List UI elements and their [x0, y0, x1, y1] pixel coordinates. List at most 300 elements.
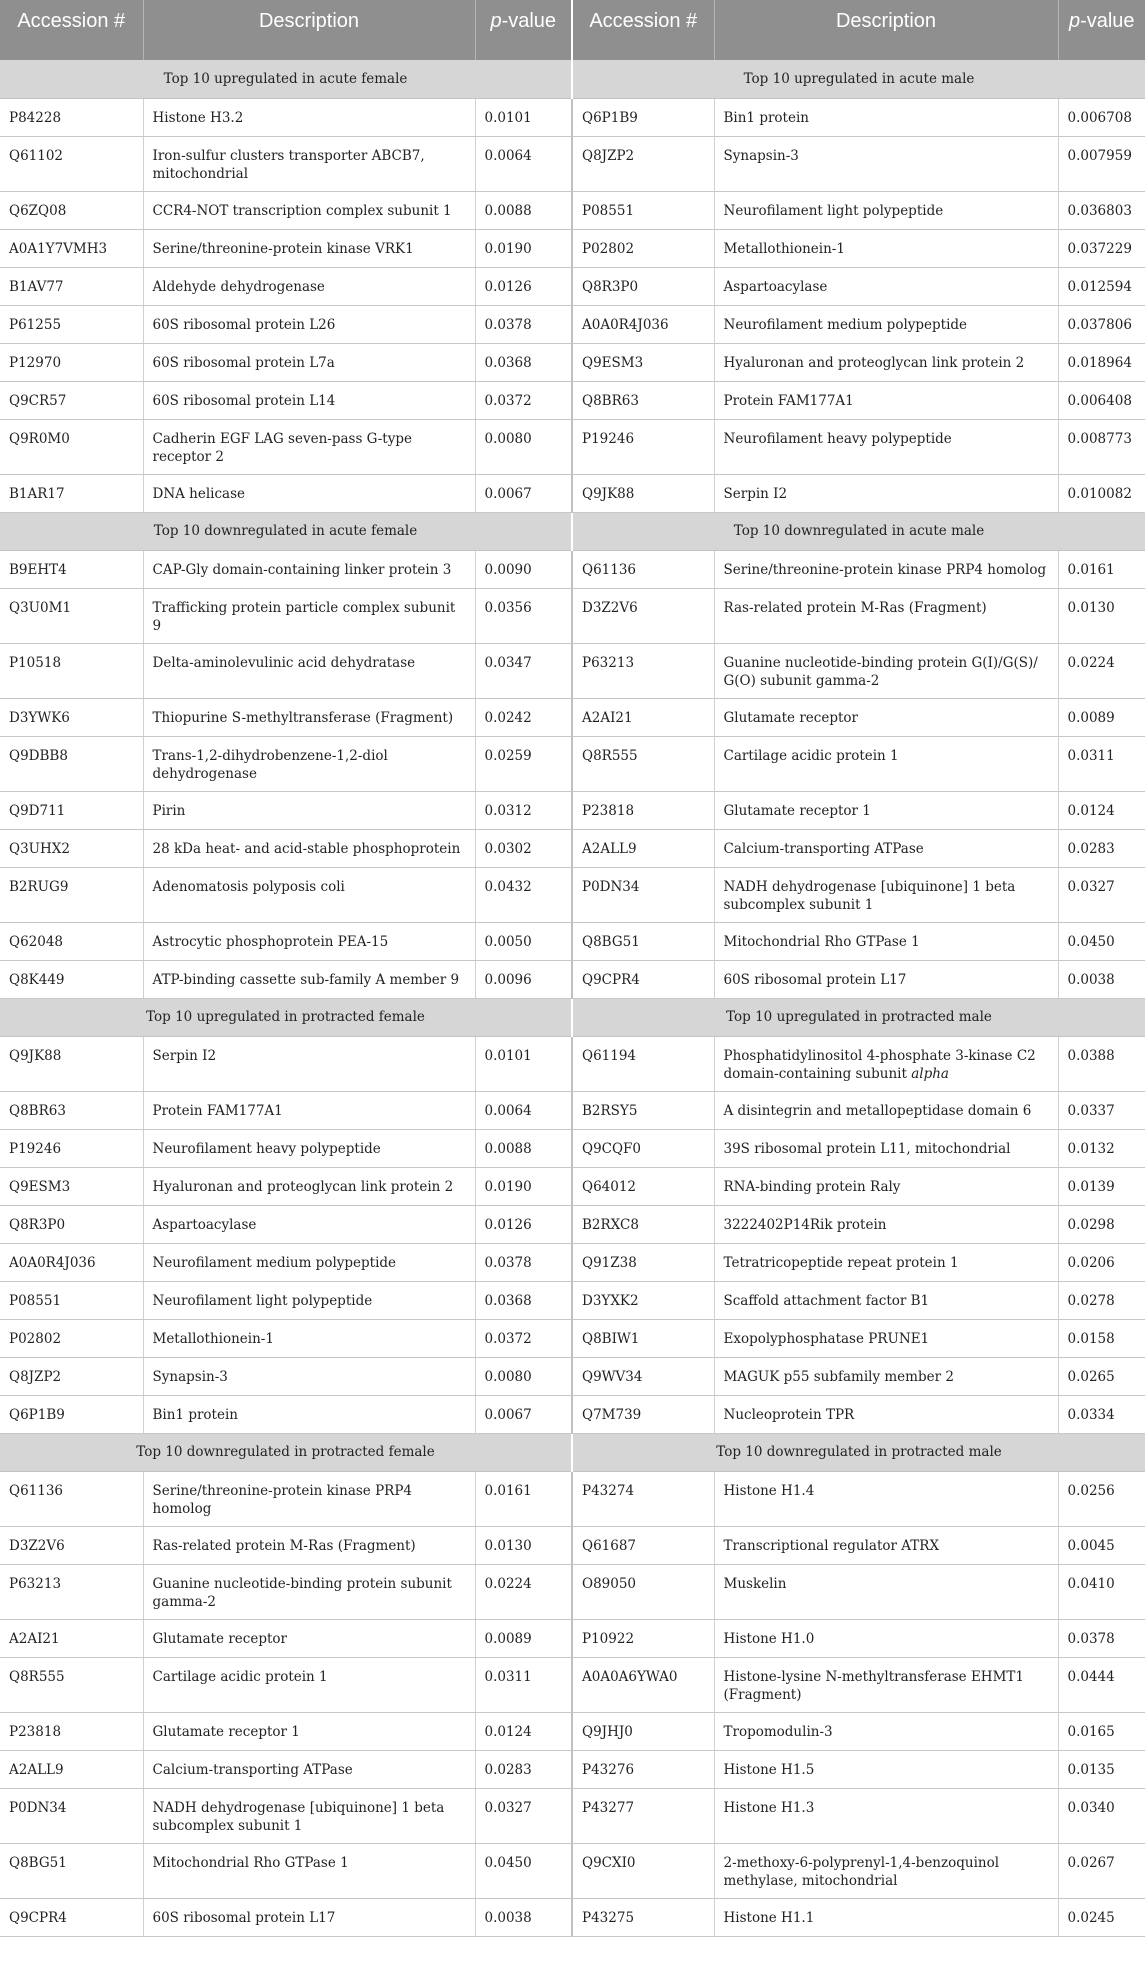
right-description-cell-text: Histone-lysine N-methyltransferase EHMT1 (Fragment)	[723, 1668, 1025, 1703]
right-pvalue-cell-text: 0.012594	[1067, 278, 1132, 295]
left-description-cell	[143, 1243, 475, 1281]
right-description-cell-italic: alpha	[911, 1065, 949, 1082]
right-accession-cell-text: Q8R3P0	[582, 278, 639, 295]
right-accession-cell	[572, 1526, 714, 1564]
right-description-cell-text: Calcium-transporting ATPase	[723, 840, 924, 857]
right-description-cell-text: Mitochondrial Rho GTPase 1	[723, 933, 920, 950]
header-left-accession: Accession #	[0, 0, 143, 60]
right-accession-cell	[572, 1843, 714, 1898]
right-description-cell-text: Glutamate receptor 1	[723, 802, 871, 819]
section-title-right: Top 10 downregulated in acute male	[572, 512, 1145, 550]
right-description-cell	[714, 791, 1058, 829]
left-description-cell	[143, 191, 475, 229]
right-accession-cell-text: Q9CQF0	[582, 1140, 642, 1157]
right-accession-cell-text: B2RXC8	[582, 1216, 639, 1233]
right-description-cell-text: Bin1 protein	[723, 109, 809, 126]
right-accession-cell	[572, 474, 714, 512]
left-accession-cell	[0, 136, 143, 191]
left-pvalue-cell-text: 0.0372	[484, 1330, 532, 1347]
left-description-cell-text: Thiopurine S-methyltransferase (Fragment)	[152, 709, 454, 726]
left-description-cell	[143, 791, 475, 829]
left-accession-cell-text: P02802	[9, 1330, 62, 1347]
left-accession-cell-text: P0DN34	[9, 1799, 67, 1816]
left-pvalue-cell	[475, 1526, 572, 1564]
left-pvalue-cell-text: 0.0067	[484, 1406, 532, 1423]
left-description-cell	[143, 829, 475, 867]
right-accession-cell	[572, 550, 714, 588]
left-pvalue-cell	[475, 1898, 572, 1936]
left-pvalue-cell	[475, 229, 572, 267]
right-pvalue-cell-text: 0.0444	[1067, 1668, 1115, 1685]
right-description-cell	[714, 191, 1058, 229]
left-pvalue-cell-text: 0.0283	[484, 1761, 532, 1778]
table-row	[0, 98, 1145, 136]
left-description-cell	[143, 1471, 475, 1526]
right-description-cell-text: Phosphatidylinositol 4-phosphate 3-kinase C2 domain-containing subunit	[723, 1047, 1036, 1082]
table-row	[0, 305, 1145, 343]
right-accession-cell-text: A0A0R4J036	[582, 316, 669, 333]
right-description-cell	[714, 1243, 1058, 1281]
left-accession-cell-text: Q8K449	[9, 971, 65, 988]
right-accession-cell	[572, 960, 714, 998]
right-description-cell	[714, 1036, 1058, 1091]
left-description-cell-text: NADH dehydrogenase [ubiquinone] 1 beta subcomplex subunit 1	[152, 1799, 445, 1834]
right-accession-cell	[572, 1357, 714, 1395]
right-accession-cell-text: P19246	[582, 430, 635, 447]
left-accession-cell	[0, 1395, 143, 1433]
left-accession-cell	[0, 1843, 143, 1898]
right-description-cell	[714, 1619, 1058, 1657]
right-pvalue-cell-text: 0.007959	[1067, 147, 1132, 164]
table-row	[0, 343, 1145, 381]
right-accession-cell	[572, 1167, 714, 1205]
left-description-cell	[143, 1712, 475, 1750]
table-row	[0, 229, 1145, 267]
table-row	[0, 1319, 1145, 1357]
table-row	[0, 474, 1145, 512]
right-pvalue-cell-text: 0.0161	[1067, 561, 1115, 578]
section-title-left: Top 10 upregulated in acute female	[0, 60, 572, 98]
right-accession-cell	[572, 1471, 714, 1526]
section-title-left: Top 10 downregulated in protracted female	[0, 1433, 572, 1471]
left-accession-cell-text: A2AI21	[9, 1630, 60, 1647]
left-pvalue-cell-text: 0.0368	[484, 354, 532, 371]
left-accession-cell-text: P23818	[9, 1723, 62, 1740]
right-pvalue-cell-text: 0.0265	[1067, 1368, 1115, 1385]
left-pvalue-cell-text: 0.0378	[484, 316, 532, 333]
right-accession-cell-text: B2RSY5	[582, 1102, 638, 1119]
right-pvalue-cell-text: 0.0334	[1067, 1406, 1115, 1423]
left-pvalue-cell-text: 0.0126	[484, 1216, 532, 1233]
table-row	[0, 1619, 1145, 1657]
left-pvalue-cell	[475, 1619, 572, 1657]
right-accession-cell	[572, 1129, 714, 1167]
right-pvalue-cell	[1058, 960, 1145, 998]
right-description-cell-text: Nucleoprotein TPR	[723, 1406, 855, 1423]
right-pvalue-cell-text: 0.0267	[1067, 1854, 1115, 1871]
right-pvalue-cell	[1058, 1129, 1145, 1167]
right-accession-cell-text: Q9JK88	[582, 485, 635, 502]
right-accession-cell-text: Q8BG51	[582, 933, 640, 950]
right-description-cell-text: MAGUK p55 subfamily member 2	[723, 1368, 954, 1385]
left-pvalue-cell	[475, 588, 572, 643]
left-pvalue-cell-text: 0.0101	[484, 1047, 532, 1064]
left-description-cell	[143, 267, 475, 305]
left-accession-cell	[0, 1243, 143, 1281]
left-accession-cell-text: B1AR17	[9, 485, 65, 502]
right-accession-cell	[572, 381, 714, 419]
left-accession-cell	[0, 736, 143, 791]
table-row	[0, 1205, 1145, 1243]
right-description-cell-text: A disintegrin and metallopeptidase domain 6	[723, 1102, 1032, 1119]
left-description-cell-text: Serpin I2	[152, 1047, 217, 1064]
right-description-cell	[714, 1898, 1058, 1936]
section-title-right: Top 10 downregulated in protracted male	[572, 1433, 1145, 1471]
left-description-cell	[143, 1788, 475, 1843]
right-pvalue-cell-text: 0.0045	[1067, 1537, 1115, 1554]
section-header-row	[0, 60, 1145, 98]
right-description-cell-text: Histone H1.5	[723, 1761, 815, 1778]
left-pvalue-cell-text: 0.0302	[484, 840, 532, 857]
right-accession-cell	[572, 267, 714, 305]
table-row	[0, 1657, 1145, 1712]
right-accession-cell-text: Q9CXI0	[582, 1854, 636, 1871]
right-accession-cell-text: Q91Z38	[582, 1254, 637, 1271]
right-pvalue-cell	[1058, 1898, 1145, 1936]
left-pvalue-cell	[475, 1564, 572, 1619]
right-accession-cell-text: Q9CPR4	[582, 971, 640, 988]
left-description-cell-text: Neurofilament light polypeptide	[152, 1292, 373, 1309]
left-accession-cell	[0, 1619, 143, 1657]
right-pvalue-cell	[1058, 1712, 1145, 1750]
right-description-cell-text: 2-methoxy-6-polyprenyl-1,4-benzoquinol methylase, mitochondrial	[723, 1854, 1000, 1889]
right-description-cell	[714, 1564, 1058, 1619]
right-accession-cell-text: P08551	[582, 202, 635, 219]
left-pvalue-cell	[475, 698, 572, 736]
left-pvalue-cell-text: 0.0432	[484, 878, 532, 895]
left-accession-cell-text: Q61102	[9, 147, 64, 164]
left-description-cell-text: Cadherin EGF LAG seven-pass G-type receptor 2	[152, 430, 412, 465]
left-description-cell	[143, 736, 475, 791]
right-accession-cell	[572, 698, 714, 736]
left-accession-cell	[0, 305, 143, 343]
right-description-cell-text: Metallothionein-1	[723, 240, 845, 257]
right-pvalue-cell-text: 0.0256	[1067, 1482, 1115, 1499]
header-right-pvalue-rest: -value	[1080, 10, 1135, 32]
right-accession-cell-text: O89050	[582, 1575, 637, 1592]
left-accession-cell-text: Q8JZP2	[9, 1368, 62, 1385]
right-accession-cell-text: Q61136	[582, 561, 637, 578]
left-pvalue-cell	[475, 1205, 572, 1243]
left-description-cell-text: Pirin	[152, 802, 186, 819]
right-pvalue-cell-text: 0.0130	[1067, 599, 1115, 616]
left-pvalue-cell-text: 0.0067	[484, 485, 532, 502]
left-accession-cell-text: A2ALL9	[9, 1761, 64, 1778]
left-description-cell	[143, 305, 475, 343]
right-accession-cell-text: P10922	[582, 1630, 635, 1647]
header-right-description: Description	[714, 0, 1058, 60]
right-description-cell	[714, 867, 1058, 922]
left-accession-cell-text: P08551	[9, 1292, 62, 1309]
right-pvalue-cell-text: 0.0337	[1067, 1102, 1115, 1119]
left-description-cell	[143, 960, 475, 998]
right-pvalue-cell	[1058, 1395, 1145, 1433]
left-accession-cell	[0, 1036, 143, 1091]
table-row	[0, 1898, 1145, 1936]
left-accession-cell-text: Q62048	[9, 933, 64, 950]
left-pvalue-cell	[475, 1129, 572, 1167]
left-accession-cell	[0, 922, 143, 960]
section-title-left: Top 10 downregulated in acute female	[0, 512, 572, 550]
right-description-cell	[714, 1205, 1058, 1243]
left-accession-cell-text: Q6P1B9	[9, 1406, 65, 1423]
right-description-cell	[714, 1657, 1058, 1712]
right-pvalue-cell	[1058, 550, 1145, 588]
right-pvalue-cell-text: 0.018964	[1067, 354, 1132, 371]
right-pvalue-cell-text: 0.0089	[1067, 709, 1115, 726]
header-left-pvalue-rest: -value	[501, 10, 557, 32]
right-pvalue-cell-text: 0.0124	[1067, 802, 1115, 819]
left-pvalue-cell-text: 0.0101	[484, 109, 532, 126]
right-description-cell-text: Neurofilament light polypeptide	[723, 202, 944, 219]
right-pvalue-cell-text: 0.0165	[1067, 1723, 1115, 1740]
left-accession-cell	[0, 229, 143, 267]
left-pvalue-cell	[475, 1281, 572, 1319]
left-description-cell-text: Serine/threonine-protein kinase VRK1	[152, 240, 414, 257]
section-title-right: Top 10 upregulated in acute male	[572, 60, 1145, 98]
left-pvalue-cell	[475, 1319, 572, 1357]
section-title-right: Top 10 upregulated in protracted male	[572, 998, 1145, 1036]
left-description-cell-text: Cartilage acidic protein 1	[152, 1668, 328, 1685]
right-accession-cell	[572, 922, 714, 960]
left-description-cell	[143, 1843, 475, 1898]
right-pvalue-cell	[1058, 1205, 1145, 1243]
left-accession-cell	[0, 1564, 143, 1619]
header-left-pvalue	[475, 0, 572, 60]
table-row	[0, 698, 1145, 736]
right-pvalue-cell-text: 0.0410	[1067, 1575, 1115, 1592]
left-description-cell-text: 60S ribosomal protein L7a	[152, 354, 335, 371]
left-pvalue-cell	[475, 305, 572, 343]
left-description-cell	[143, 474, 475, 512]
right-pvalue-cell-text: 0.0283	[1067, 840, 1115, 857]
header-left-description: Description	[143, 0, 475, 60]
right-pvalue-cell	[1058, 698, 1145, 736]
right-pvalue-cell	[1058, 1357, 1145, 1395]
header-right-pvalue-p: p	[1068, 10, 1081, 32]
left-description-cell	[143, 229, 475, 267]
left-description-cell-text: Adenomatosis polyposis coli	[152, 878, 345, 895]
left-description-cell	[143, 136, 475, 191]
right-pvalue-cell-text: 0.0340	[1067, 1799, 1115, 1816]
left-accession-cell-text: Q61136	[9, 1482, 64, 1499]
right-pvalue-cell-text: 0.0327	[1067, 878, 1115, 895]
left-accession-cell-text: Q6ZQ08	[9, 202, 67, 219]
left-pvalue-cell-text: 0.0089	[484, 1630, 532, 1647]
right-accession-cell	[572, 1898, 714, 1936]
right-pvalue-cell-text: 0.0298	[1067, 1216, 1115, 1233]
left-pvalue-cell	[475, 550, 572, 588]
left-accession-cell	[0, 588, 143, 643]
left-description-cell-text: Trans-1,2-dihydrobenzene-1,2-diol dehydrogenase	[152, 747, 388, 782]
right-description-cell-text: Aspartoacylase	[723, 278, 828, 295]
left-description-cell	[143, 98, 475, 136]
left-description-cell	[143, 1526, 475, 1564]
left-accession-cell-text: Q9R0M0	[9, 430, 70, 447]
left-description-cell	[143, 1619, 475, 1657]
right-description-cell-text: Histone H1.4	[723, 1482, 815, 1499]
right-pvalue-cell-text: 0.0278	[1067, 1292, 1115, 1309]
table-row	[0, 1750, 1145, 1788]
right-description-cell-text: Serpin I2	[723, 485, 788, 502]
right-accession-cell	[572, 1319, 714, 1357]
left-accession-cell-text: D3Z2V6	[9, 1537, 65, 1554]
right-pvalue-cell	[1058, 791, 1145, 829]
left-accession-cell-text: B9EHT4	[9, 561, 67, 578]
left-description-cell-text: Glutamate receptor 1	[152, 1723, 300, 1740]
table-row	[0, 1526, 1145, 1564]
right-description-cell	[714, 829, 1058, 867]
left-description-cell	[143, 1129, 475, 1167]
left-pvalue-cell-text: 0.0259	[484, 747, 532, 764]
left-description-cell	[143, 1281, 475, 1319]
right-description-cell-text: Neurofilament heavy polypeptide	[723, 430, 952, 447]
left-accession-cell	[0, 1357, 143, 1395]
right-accession-cell	[572, 791, 714, 829]
right-pvalue-cell-text: 0.037229	[1067, 240, 1132, 257]
right-description-cell-text: Glutamate receptor	[723, 709, 858, 726]
left-description-cell	[143, 1395, 475, 1433]
right-description-cell	[714, 1471, 1058, 1526]
right-pvalue-cell-text: 0.0038	[1067, 971, 1115, 988]
right-accession-cell	[572, 191, 714, 229]
left-accession-cell	[0, 960, 143, 998]
right-accession-cell-text: P43276	[582, 1761, 635, 1778]
left-pvalue-cell-text: 0.0378	[484, 1254, 532, 1271]
left-accession-cell-text: P10518	[9, 654, 62, 671]
left-accession-cell	[0, 1205, 143, 1243]
table-row	[0, 419, 1145, 474]
right-pvalue-cell	[1058, 829, 1145, 867]
right-pvalue-cell	[1058, 1243, 1145, 1281]
left-description-cell-text: CAP-Gly domain-containing linker protein 3	[152, 561, 452, 578]
left-description-cell	[143, 922, 475, 960]
right-description-cell	[714, 1091, 1058, 1129]
right-description-cell-text: RNA-binding protein Raly	[723, 1178, 901, 1195]
right-description-cell-text: Tropomodulin-3	[723, 1723, 833, 1740]
table-row	[0, 829, 1145, 867]
left-accession-cell-text: Q3U0M1	[9, 599, 72, 616]
right-accession-cell	[572, 736, 714, 791]
left-description-cell-text: Ras-related protein M-Ras (Fragment)	[152, 1537, 416, 1554]
left-description-cell	[143, 1750, 475, 1788]
right-pvalue-cell-text: 0.0450	[1067, 933, 1115, 950]
left-pvalue-cell-text: 0.0161	[484, 1482, 532, 1499]
left-pvalue-cell-text: 0.0368	[484, 1292, 532, 1309]
left-description-cell	[143, 588, 475, 643]
right-accession-cell	[572, 1619, 714, 1657]
right-accession-cell	[572, 343, 714, 381]
right-pvalue-cell-text: 0.0132	[1067, 1140, 1115, 1157]
left-pvalue-cell	[475, 791, 572, 829]
left-description-cell	[143, 343, 475, 381]
right-description-cell-text: Histone H1.0	[723, 1630, 815, 1647]
table-row	[0, 1281, 1145, 1319]
left-pvalue-cell	[475, 267, 572, 305]
right-description-cell-text: Ras-related protein M-Ras (Fragment)	[723, 599, 987, 616]
right-description-cell-text: Exopolyphosphatase PRUNE1	[723, 1330, 930, 1347]
left-pvalue-cell-text: 0.0356	[484, 599, 532, 616]
header-row	[0, 0, 1145, 60]
right-description-cell	[714, 136, 1058, 191]
right-pvalue-cell	[1058, 343, 1145, 381]
left-pvalue-cell-text: 0.0088	[484, 202, 532, 219]
left-accession-cell	[0, 1526, 143, 1564]
right-description-cell-text: Cartilage acidic protein 1	[723, 747, 899, 764]
left-pvalue-cell-text: 0.0327	[484, 1799, 532, 1816]
right-accession-cell-text: P63213	[582, 654, 635, 671]
section-header-row	[0, 1433, 1145, 1471]
right-accession-cell	[572, 98, 714, 136]
right-description-cell-text: NADH dehydrogenase [ubiquinone] 1 beta subcomplex subunit 1	[723, 878, 1016, 913]
right-description-cell	[714, 550, 1058, 588]
right-description-cell	[714, 736, 1058, 791]
right-pvalue-cell	[1058, 1091, 1145, 1129]
left-pvalue-cell-text: 0.0090	[484, 561, 532, 578]
left-description-cell-text: 60S ribosomal protein L26	[152, 316, 336, 333]
header-right-pvalue	[1058, 0, 1145, 60]
left-accession-cell-text: Q9CPR4	[9, 1909, 67, 1926]
left-pvalue-cell	[475, 1243, 572, 1281]
right-accession-cell	[572, 643, 714, 698]
right-pvalue-cell	[1058, 1281, 1145, 1319]
left-accession-cell	[0, 1898, 143, 1936]
left-pvalue-cell-text: 0.0347	[484, 654, 532, 671]
right-pvalue-cell-text: 0.0135	[1067, 1761, 1115, 1778]
left-pvalue-cell	[475, 1788, 572, 1843]
right-accession-cell-text: Q6P1B9	[582, 109, 638, 126]
left-accession-cell-text: Q9DBB8	[9, 747, 68, 764]
right-description-cell	[714, 1129, 1058, 1167]
table-row	[0, 550, 1145, 588]
right-pvalue-cell	[1058, 305, 1145, 343]
table-row	[0, 1036, 1145, 1091]
left-accession-cell	[0, 191, 143, 229]
right-accession-cell	[572, 1395, 714, 1433]
left-pvalue-cell-text: 0.0242	[484, 709, 532, 726]
right-description-cell-text: 60S ribosomal protein L17	[723, 971, 907, 988]
left-pvalue-cell	[475, 343, 572, 381]
right-pvalue-cell-text: 0.010082	[1067, 485, 1132, 502]
section-title-left: Top 10 upregulated in protracted female	[0, 998, 572, 1036]
left-description-cell	[143, 419, 475, 474]
right-pvalue-cell	[1058, 474, 1145, 512]
left-accession-cell-text: B1AV77	[9, 278, 64, 295]
right-description-cell	[714, 1788, 1058, 1843]
left-pvalue-cell	[475, 829, 572, 867]
right-accession-cell-text: D3YXK2	[582, 1292, 639, 1309]
left-accession-cell-text: Q9JK88	[9, 1047, 62, 1064]
right-description-cell-text: Synapsin-3	[723, 147, 799, 164]
right-pvalue-cell-text: 0.0245	[1067, 1909, 1115, 1926]
left-pvalue-cell-text: 0.0450	[484, 1854, 532, 1871]
header-left-pvalue-p: p	[490, 10, 502, 32]
right-description-cell-text: Guanine nucleotide-binding protein G(I)/G(S)/ G(O) subunit gamma-2	[723, 654, 1038, 689]
right-description-cell	[714, 98, 1058, 136]
right-accession-cell-text: Q9WV34	[582, 1368, 643, 1385]
left-accession-cell	[0, 1167, 143, 1205]
right-pvalue-cell-text: 0.006708	[1067, 109, 1132, 126]
